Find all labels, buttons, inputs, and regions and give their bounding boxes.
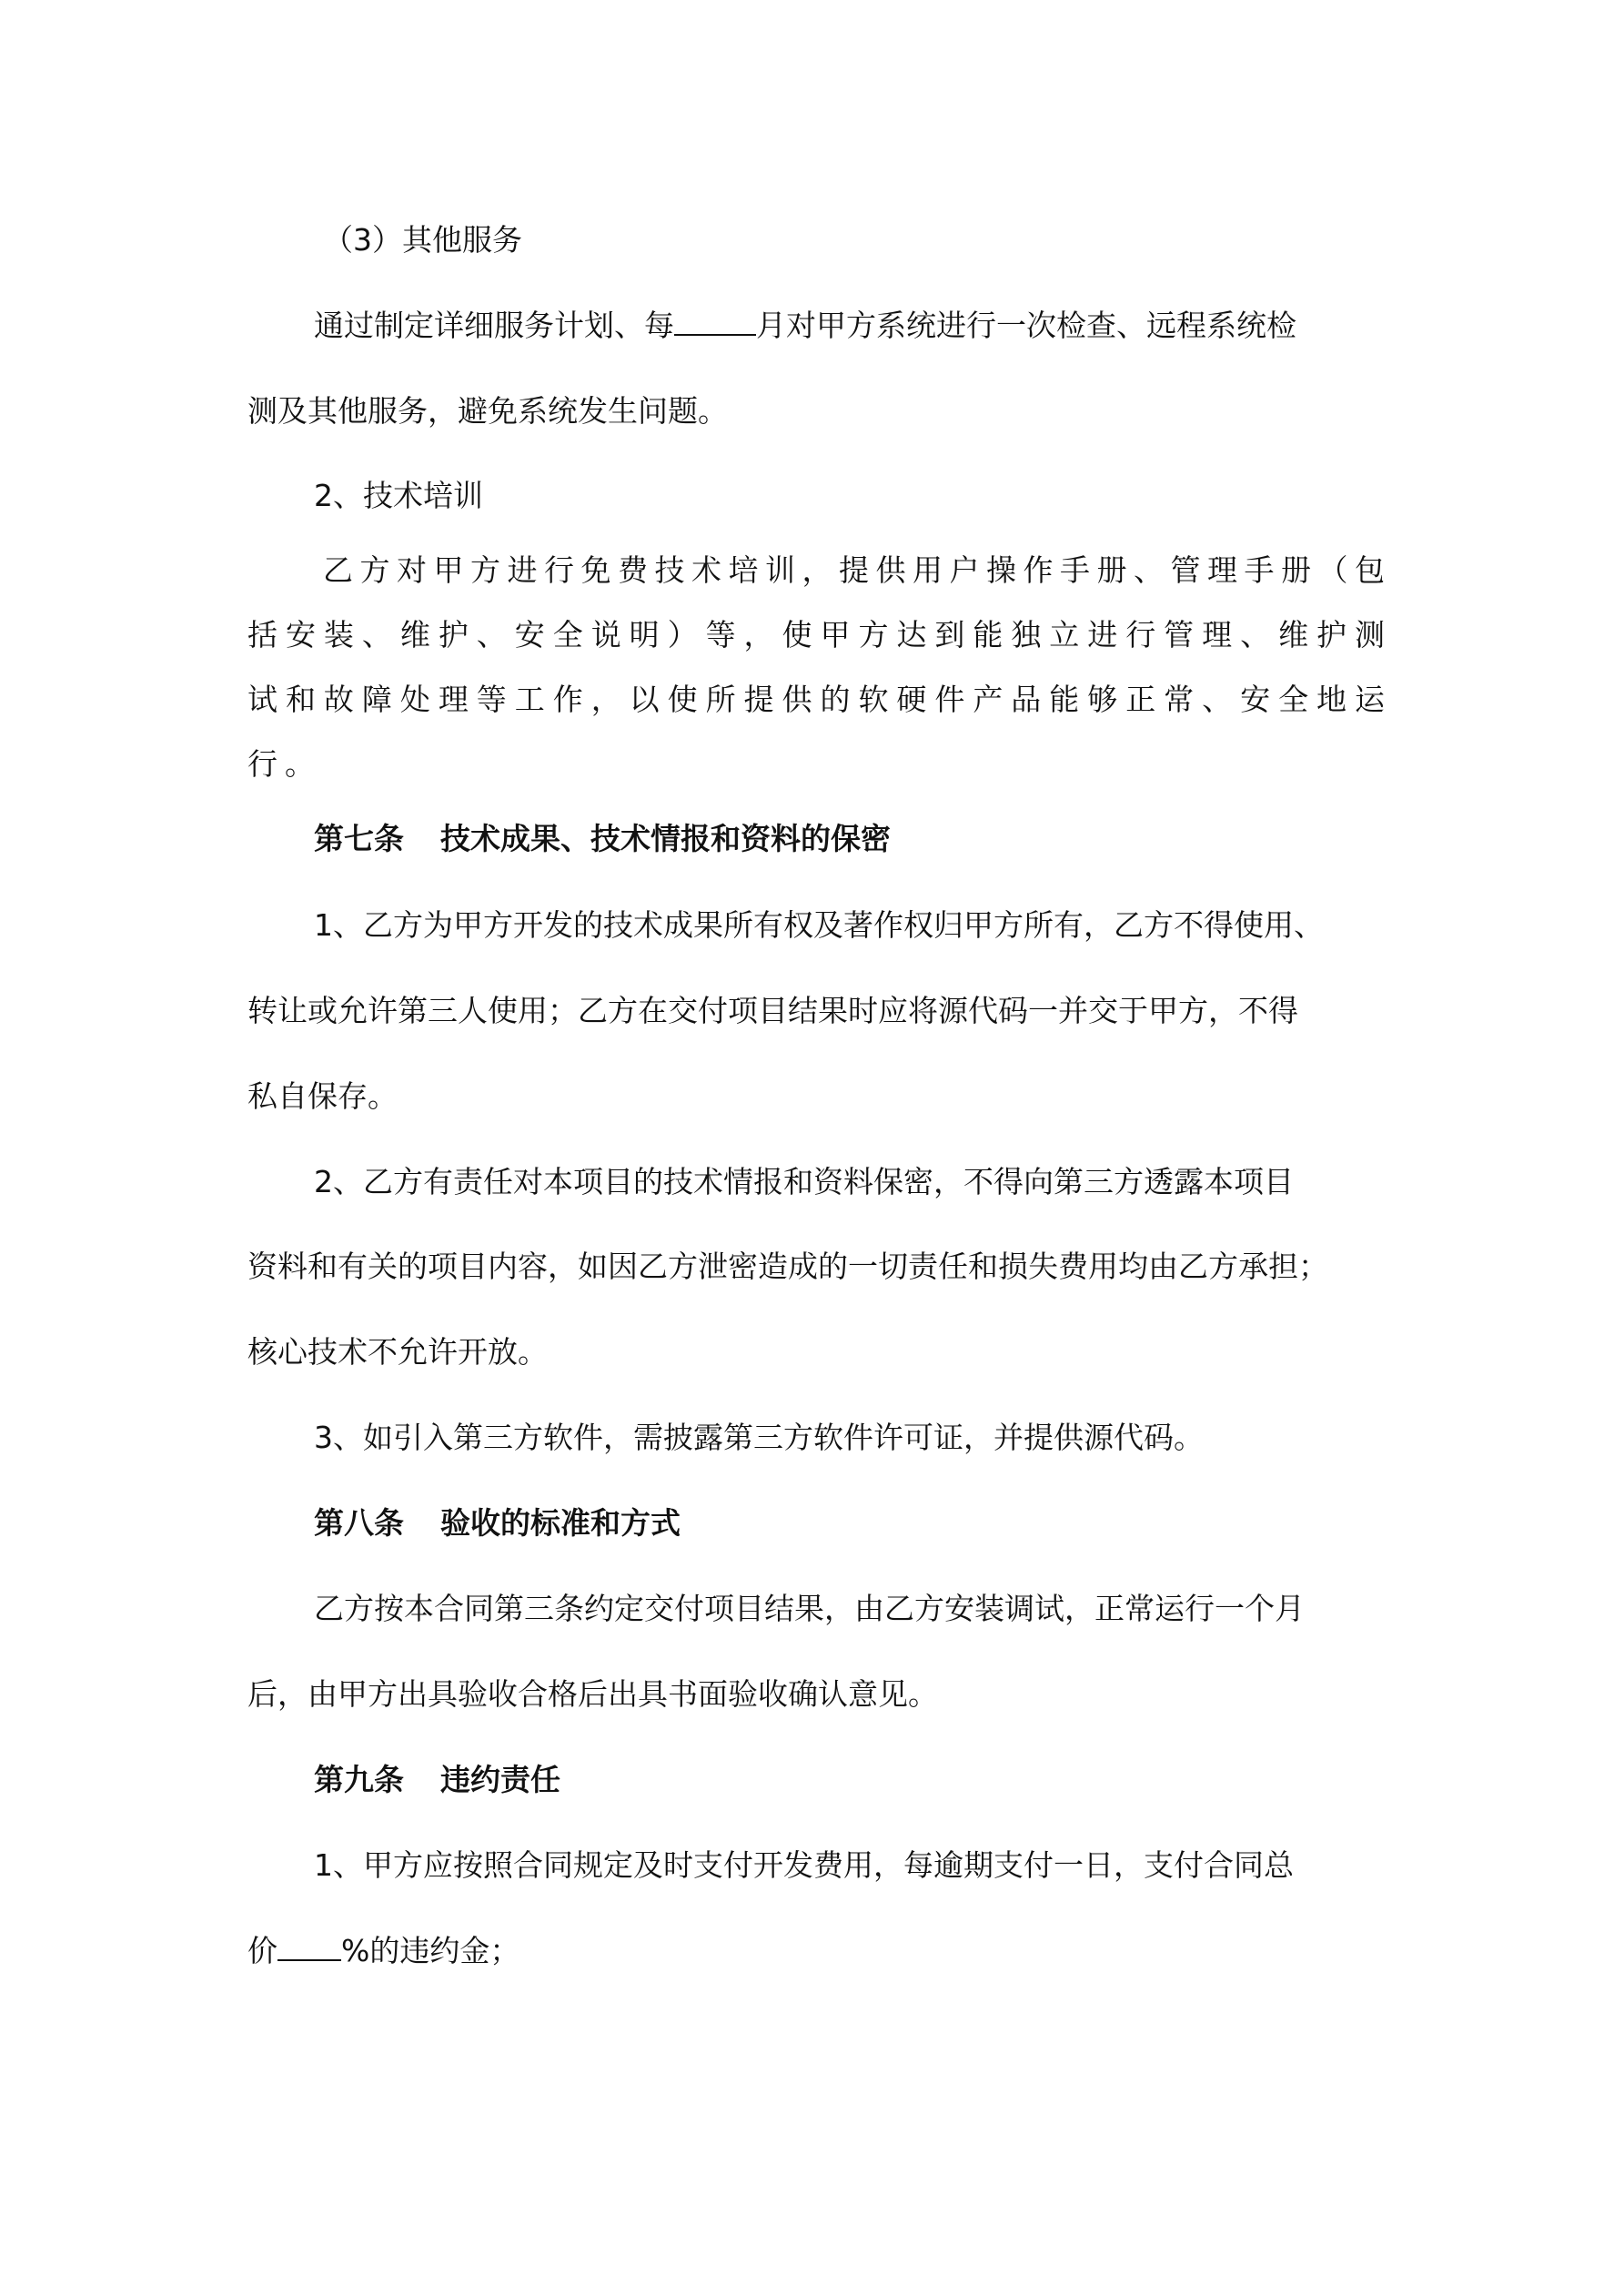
subsection-heading-other-services: （3）其他服务 [323,222,522,258]
paragraph-line: 乙方按本合同第三条约定交付项目结果，由乙方安装调试，正常运行一个月 [314,1591,1305,1626]
article-heading-7 [314,819,891,859]
text-fragment: 月对甲方系统进行一次检查、远程系统检 [756,308,1296,343]
paragraph-line [314,306,1296,346]
paragraph-line [247,1931,519,1971]
paragraph-line: 行。 [247,746,322,782]
paragraph-line: 括安装、维护、安全说明）等，使甲方达到能独立进行管理、维护测 [247,617,1385,652]
text-fragment: 价 [247,1933,277,1968]
paragraph-line: 私自保存。 [247,1078,398,1114]
article-title: 违约责任 [440,1762,560,1797]
paragraph-line: 2、乙方有责任对本项目的技术情报和资料保密，不得向第三方透露本项目 [314,1164,1294,1199]
paragraph-line: 乙方对甲方进行免费技术培训，提供用户操作手册、管理手册（包 [323,552,1385,588]
text-fragment: %的违约金； [341,1933,520,1968]
paragraph-line: 后，由甲方出具验收合格后出具书面验收确认意见。 [247,1676,938,1712]
paragraph-line: 测及其他服务，避免系统发生问题。 [247,393,728,429]
article-number: 第八条 [314,1505,404,1541]
article-title: 技术成果、技术情报和资料的保密 [440,821,891,856]
paragraph-line: 试和故障处理等工作，以使所提供的软硬件产品能够正常、安全地运 [247,682,1385,717]
blank-underline [277,1934,341,1961]
paragraph-line: 1、乙方为甲方开发的技术成果所有权及著作权归甲方所有，乙方不得使用、 [314,907,1324,943]
blank-underline [674,308,756,336]
paragraph-line: 3、如引入第三方软件，需披露第三方软件许可证，并提供源代码。 [314,1420,1204,1455]
text-fragment: 通过制定详细服务计划、每 [314,308,674,343]
paragraph-line: 资料和有关的项目内容，如因乙方泄密造成的一切责任和损失费用均由乙方承担； [247,1249,1328,1284]
article-heading-8 [314,1503,681,1543]
article-number: 第七条 [314,821,404,856]
subsection-heading-training: 2、技术培训 [314,478,483,513]
paragraph-line: 1、甲方应按照合同规定及时支付开发费用，每逾期支付一日，支付合同总 [314,1847,1294,1883]
article-heading-9 [314,1760,560,1800]
paragraph-line: 转让或允许第三人使用；乙方在交付项目结果时应将源代码一并交于甲方，不得 [247,993,1298,1028]
paragraph-line: 核心技术不允许开放。 [247,1334,548,1370]
article-title: 验收的标准和方式 [440,1505,681,1541]
article-number: 第九条 [314,1762,404,1797]
